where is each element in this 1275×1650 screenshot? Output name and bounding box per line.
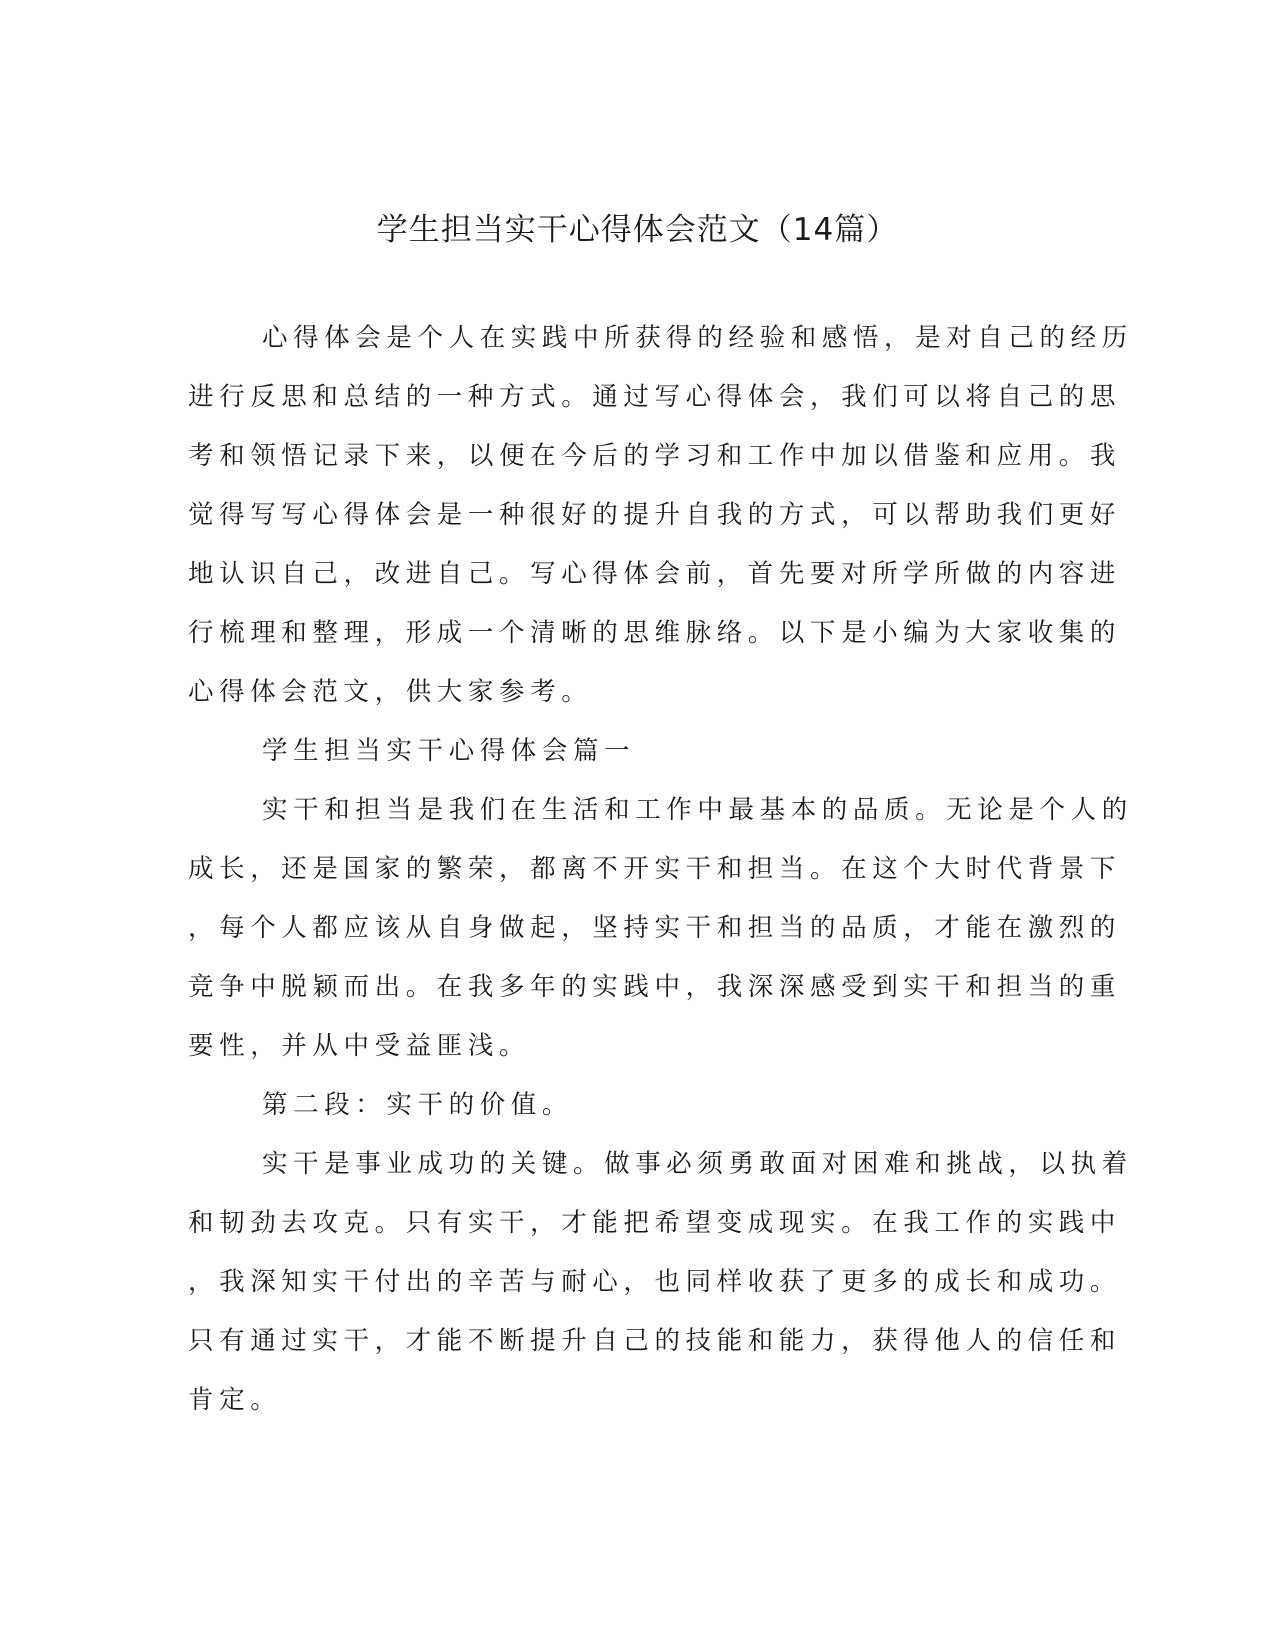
- paragraph-line: 行梳理和整理，形成一个清晰的思维脉络。以下是小编为大家收集的: [188, 618, 1122, 648]
- paragraph-line: 心得体会是个人在实践中所获得的经验和感悟，是对自己的经历: [262, 323, 1133, 353]
- paragraph-line: ，我深知实干付出的辛苦与耐心，也同样收获了更多的成长和成功。: [188, 1267, 1122, 1297]
- paragraph-line: 地认识自己，改进自己。写心得体会前，首先要对所学所做的内容进: [188, 559, 1122, 589]
- paragraph-line: 成长，还是国家的繁荣，都离不开实干和担当。在这个大时代背景下: [188, 854, 1122, 884]
- paragraph-line: 实干和担当是我们在生活和工作中最基本的品质。无论是个人的: [262, 795, 1133, 825]
- paragraph-line: 竞争中脱颖而出。在我多年的实践中，我深深感受到实干和担当的重: [188, 972, 1122, 1002]
- paragraph-line: 进行反思和总结的一种方式。通过写心得体会，我们可以将自己的思: [188, 382, 1122, 412]
- paragraph-line: 肯定。: [188, 1385, 282, 1415]
- paragraph-line: 要性，并从中受益匪浅。: [188, 1031, 531, 1061]
- paragraph-line: 心得体会范文，供大家参考。: [188, 677, 593, 707]
- paragraph-line: 考和领悟记录下来，以便在今后的学习和工作中加以借鉴和应用。我: [188, 441, 1122, 471]
- paragraph-line: 和韧劲去攻克。只有实干，才能把希望变成现实。在我工作的实践中: [188, 1208, 1122, 1238]
- paragraph-line: ，每个人都应该从自身做起，坚持实干和担当的品质，才能在激烈的: [188, 913, 1122, 943]
- paragraph-line: 觉得写写心得体会是一种很好的提升自我的方式，可以帮助我们更好: [188, 500, 1122, 530]
- paragraph-line: 只有通过实干，才能不断提升自己的技能和能力，获得他人的信任和: [188, 1326, 1122, 1356]
- section-heading: 学生担当实干心得体会篇一: [262, 736, 636, 766]
- paragraph-line: 实干是事业成功的关键。做事必须勇敢面对困难和挑战，以执着: [262, 1149, 1133, 1179]
- section-heading: 第二段：实干的价值。: [262, 1090, 574, 1120]
- document-title: 学生担当实干心得体会范文（14篇）: [376, 212, 899, 248]
